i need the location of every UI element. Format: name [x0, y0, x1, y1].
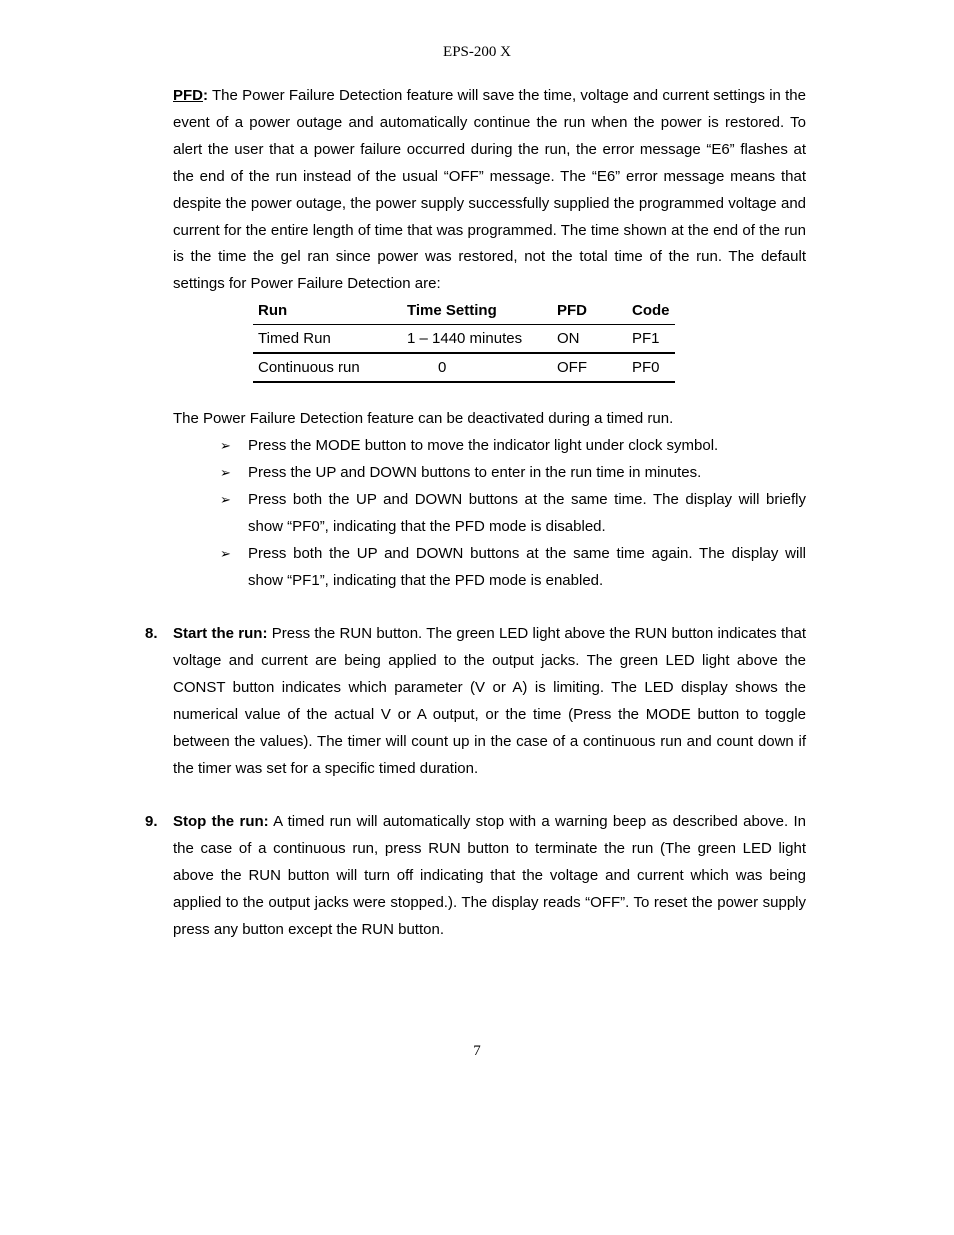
list-item: [220, 433, 806, 460]
bullet-text: Press the UP and DOWN buttons to enter in the run time in minutes.: [248, 463, 702, 481]
table-row: [253, 353, 675, 382]
bullet-text: Press the MODE button to move the indicator light under clock symbol.: [248, 437, 719, 454]
pfd-label: PFD: [173, 87, 203, 104]
table-cell: 1 – 1440 minutes: [402, 325, 552, 354]
table-header-code: Code: [627, 297, 675, 325]
step-start-run: [145, 621, 806, 782]
deactivate-intro: The Power Failure Detection feature can be deactivated during a timed run.: [173, 410, 674, 427]
pfd-text: The Power Failure Detection feature will save the time, voltage and current settings in the event of a power outage and automatically continue the run when the power is restored. To alert the user that a power failure occurred during the run, the error message “E6” flashes at the end of the run instead of the usual “OFF” message. The “E6” error message means that despite the power outage, the power supply successfully supplied the programmed voltage and current for the entire length of time that was programmed. The time shown at the end of the run is the time the gel ran since power was restored, not the total time of the run. The default settings for Power Failure Detection are:: [173, 87, 806, 293]
table-header-run: Run: [253, 297, 402, 325]
pfd-colon: :: [203, 87, 208, 104]
pfd-defaults-table: [253, 297, 675, 383]
step-stop-run: [145, 809, 806, 944]
table-header-pfd: PFD: [552, 297, 627, 325]
table-cell: Continuous run: [253, 353, 402, 382]
step-title: Start the run:: [173, 625, 268, 642]
step-text: Press the RUN button. The green LED light above the RUN button indicates that voltage and current are being applied to the output jacks. The green LED light above the CONST button indicates which parameter (V or A) is limiting. The LED display shows the numerical value of the actual V or A output, or the time (Press the MODE button to toggle between the values). The timer will count up in the case of a continuous run and count down if the timer was set for a specific timed duration.: [173, 625, 806, 777]
arrow-bullet-icon: ➢: [220, 438, 231, 453]
arrow-bullet-icon: ➢: [220, 545, 231, 561]
bullet-text: Press both the UP and DOWN buttons at the same time. The display will briefly show “PF0”, indicating that the PFD mode is disabled.: [248, 490, 806, 535]
step-body: [173, 809, 806, 944]
table-cell: ON: [552, 325, 627, 354]
table-cell: PF0: [627, 353, 675, 382]
pfd-paragraph: [173, 83, 806, 298]
table-header-time-setting: Time Setting: [402, 297, 552, 325]
table-row: [253, 325, 675, 354]
step-number: 8.: [145, 625, 158, 642]
bullet-text: Press both the UP and DOWN buttons at the same time again. The display will show “PF1”, indicating that the PFD mode is enabled.: [248, 544, 806, 589]
table-cell: Timed Run: [253, 325, 402, 354]
deactivate-bullet-list: [220, 433, 806, 594]
step-body: [173, 621, 806, 782]
table-cell: 0: [402, 353, 552, 382]
arrow-bullet-icon: ➢: [220, 491, 231, 507]
step-title: Stop the run:: [173, 813, 269, 830]
table-cell: OFF: [552, 353, 627, 382]
page-number: 7: [473, 1043, 481, 1059]
step-number: 9.: [145, 813, 158, 830]
table-header-row: [253, 297, 675, 325]
list-item: [220, 487, 806, 541]
list-item: [220, 460, 806, 487]
table-cell: PF1: [627, 325, 675, 354]
list-item: [220, 541, 806, 595]
step-text: A timed run will automatically stop with a warning beep as described above. In the case of a continuous run, press RUN button to terminate the run (The green LED light above the RUN button will turn off indicating that the voltage and current which was being applied to the output jacks were stopped.). The display reads “OFF”. To reset the power supply press any button except the RUN button.: [173, 813, 806, 938]
page-header: EPS-200 X: [443, 44, 511, 60]
arrow-bullet-icon: ➢: [220, 464, 231, 480]
